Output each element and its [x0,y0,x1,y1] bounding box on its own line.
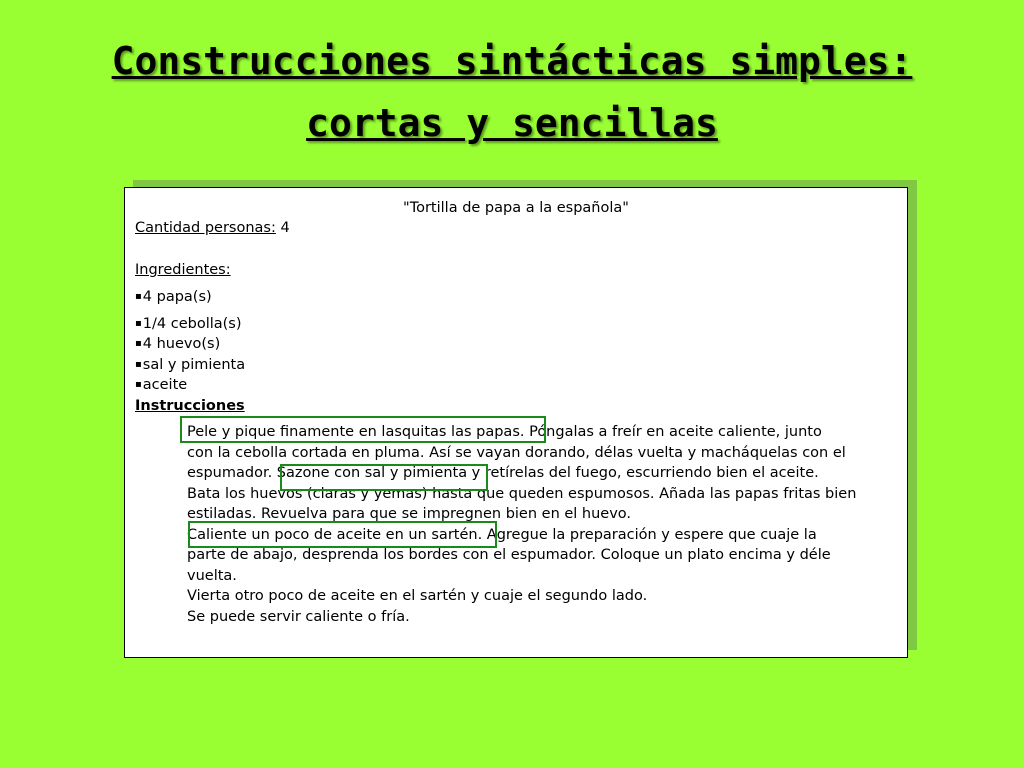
ingredient-item: ▪4 huevo(s) [135,336,221,352]
bullet-icon: ▪ [135,359,142,370]
slide-title-line-1: Construcciones sintácticas simples: [111,39,913,83]
servings-label: Cantidad personas: [135,220,276,236]
instruction-line: Se puede servir caliente o fría. [187,608,410,625]
bullet-icon: ▪ [135,379,142,390]
ingredient-item: ▪1/4 cebolla(s) [135,316,242,332]
instruction-line: Vierta otro poco de aceite en el sartén y cuaje el segundo lado. [187,588,648,604]
recipe-card [124,187,908,658]
instructions-heading: Instrucciones [135,398,245,414]
instruction-line: espumador. Sazone con sal y pimienta y retírelas del fuego, escurriendo bien el aceite. [187,465,819,481]
ingredient-item: ▪sal y pimienta [135,357,246,373]
instruction-line: con la cebolla cortada en pluma. Así se vayan dorando, délas vuelta y macháquelas con el [187,444,846,461]
ingredient-item: ▪4 papa(s) [135,289,212,305]
highlight-box-2 [280,464,488,491]
highlight-box-3 [188,521,497,548]
slide-title [0,30,1024,154]
instruction-line: Caliente un poco de aceite en un sartén. Agregue la preparación y espere que cuaje la [187,526,817,543]
ingredients-heading: Ingredientes: [135,262,231,278]
instruction-line: estiladas. Revuelva para que se impregnen bien en el huevo. [187,506,632,522]
bullet-icon: ▪ [135,291,142,302]
instruction-line: parte de abajo, desprenda los bordes con el espumador. Coloque un plato encima y déle [187,547,831,563]
bullet-icon: ▪ [135,338,142,349]
instruction-line: vuelta. [187,567,237,584]
ingredient-item: ▪aceite [135,377,188,393]
highlight-box-1 [180,416,546,443]
slide-title-line-2: cortas y sencillas [306,101,718,145]
instruction-line: Bata los huevos (claras y yemas) hasta que queden espumosos. Añada las papas fritas bien [187,485,857,502]
servings-row [135,218,290,239]
servings-value: 4 [280,220,290,236]
recipe-title: "Tortilla de papa a la española" [403,200,629,216]
instruction-line: Pele y pique finamente en lasquitas las papas. Póngalas a freír en aceite caliente, junto [187,424,822,440]
bullet-icon: ▪ [135,318,142,329]
